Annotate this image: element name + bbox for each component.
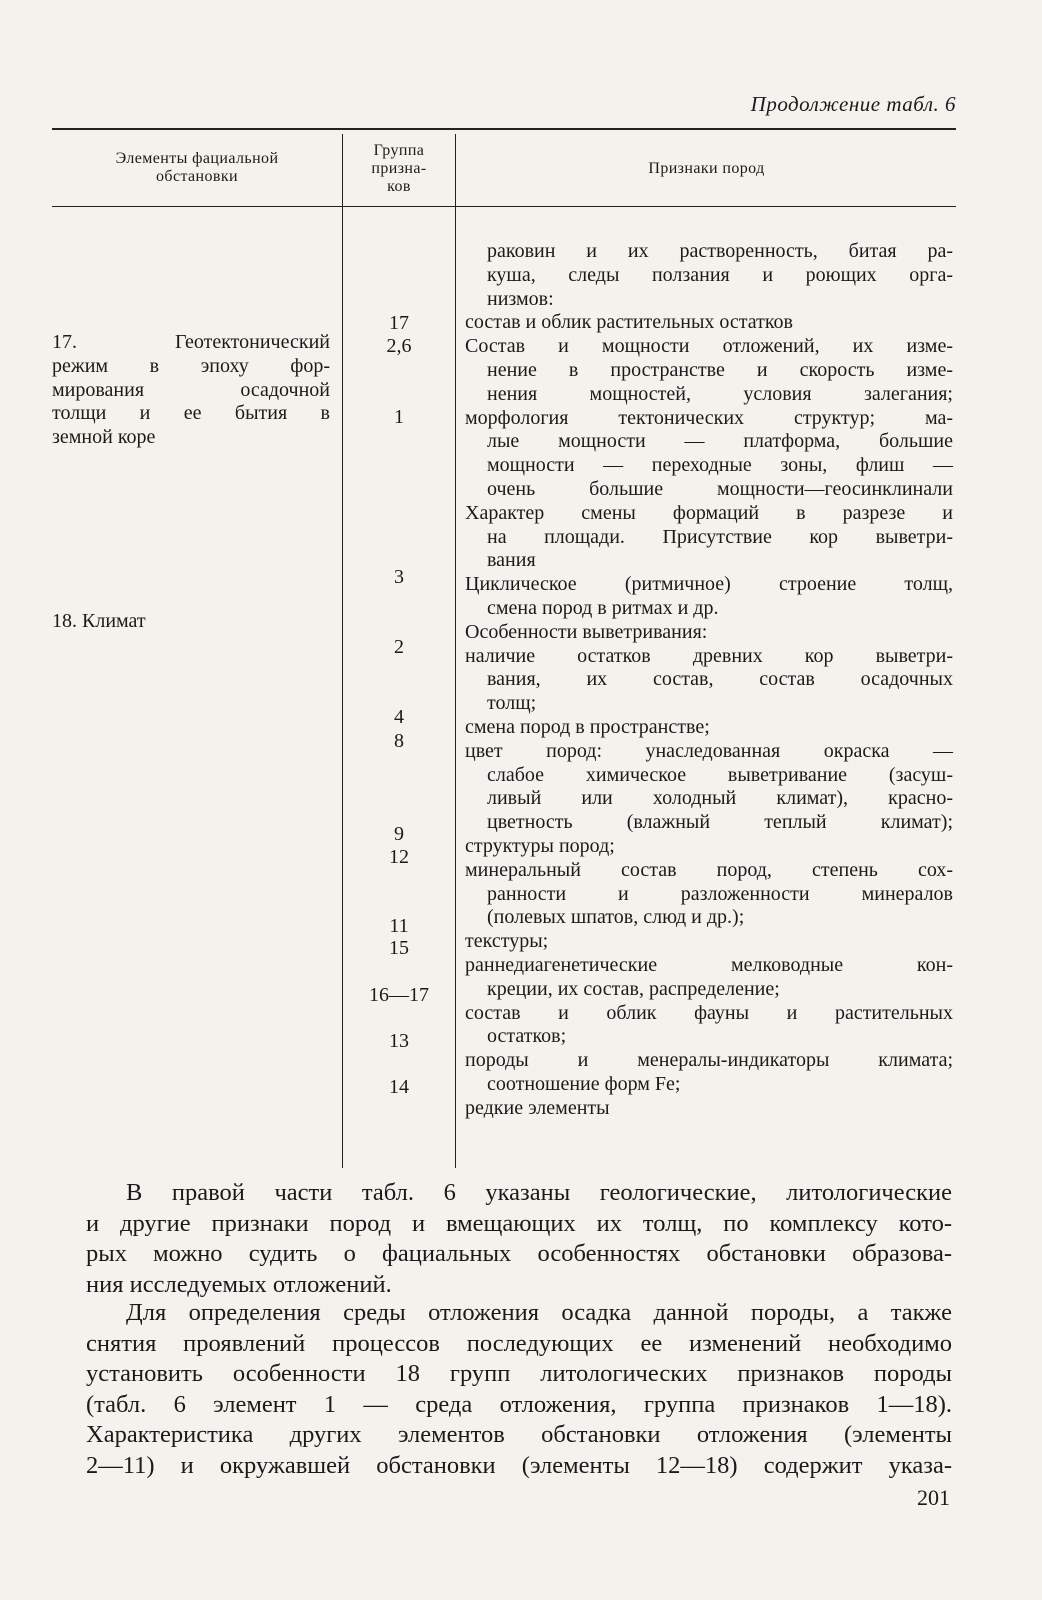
feature-line: мощности — переходные зоны, флиш — (487, 454, 953, 477)
table-caption: Продолжение табл. 6 (750, 92, 956, 116)
header-features: Признаки пород (648, 160, 765, 177)
element-17-line: земной коре (52, 426, 156, 449)
header-group (344, 142, 454, 196)
feature-line: цветность (влажный теплый климат); (487, 811, 953, 834)
element-17-line: мирования осадочной (52, 378, 330, 401)
header-elements (52, 150, 342, 186)
header-group-line: призна- (371, 160, 427, 177)
paragraph-line: ния исследуемых отложений. (86, 1270, 392, 1298)
group-number: 4 (394, 706, 404, 728)
group-number: 9 (394, 823, 404, 845)
feature-line: остатков; (487, 1025, 567, 1048)
header-group-line: ков (387, 178, 411, 195)
feature-line: вания (487, 549, 536, 572)
group-number: 12 (389, 846, 409, 868)
group-number: 14 (389, 1076, 409, 1098)
group-number: 2,6 (386, 335, 412, 357)
feature-line: соотношение форм Fe; (487, 1072, 681, 1095)
element-17-line: 17. Геотектонический (52, 331, 330, 353)
group-number: 16—17 (369, 984, 429, 1006)
feature-line: раковин и их растворенность, битая ра- (487, 240, 953, 262)
feature-line: редкие элементы (465, 1096, 610, 1119)
paragraph-line: Характеристика других элементов обстановки отложения (элементы (86, 1421, 952, 1449)
feature-line: состав и облик растительных остатков (465, 311, 793, 334)
feature-line: текстуры; (465, 930, 549, 953)
paragraph-line: снятия проявлений процессов последующих ее изменений необходимо (86, 1329, 952, 1357)
feature-line: смена пород в пространстве; (465, 715, 710, 738)
feature-line: минеральный состав пород, степень сох- (465, 858, 953, 881)
group-number: 3 (394, 566, 404, 588)
group-number: 1 (394, 406, 404, 428)
group-number: 8 (394, 730, 404, 752)
feature-line: на площади. Присутствие кор выветри- (487, 525, 953, 548)
paragraph-1 (86, 1178, 952, 1300)
feature-line: структуры пород; (465, 834, 615, 857)
feature-line: креции, их состав, распределение; (487, 977, 780, 1000)
feature-line: толщ; (487, 692, 537, 715)
group-number: 15 (389, 937, 409, 959)
feature-line: низмов: (487, 287, 554, 310)
facies-table (52, 126, 956, 1168)
feature-line: состав и облик фауны и растительных (465, 1001, 953, 1024)
element-17 (52, 331, 330, 450)
feature-line: куша, следы ползания и роющих орга- (487, 263, 953, 286)
feature-line: ранности и разложенности минералов (487, 882, 953, 905)
element-18-line: 18. Климат (52, 610, 146, 632)
paragraph-line: и другие признаки пород и вмещающих их толщ, по комплексу кото- (86, 1209, 952, 1237)
feature-line: смена пород в ритмах и др. (487, 596, 719, 619)
feature-line: Циклическое (ритмичное) строение толщ, (465, 573, 953, 596)
column-divider-2 (455, 134, 456, 1168)
feature-line: раннедиагенетические мелководные кон- (465, 953, 953, 976)
paragraph-line: рых можно судить о фациальных особенностях обстановки образова- (86, 1240, 952, 1268)
column-divider-1 (342, 134, 343, 1168)
element-17-line: толщи и ее бытия в (52, 402, 330, 425)
feature-line: Состав и мощности отложений, их изме- (465, 335, 953, 358)
feature-line: слабое химическое выветривание (засуш- (487, 763, 953, 786)
feature-line: породы и менералы-индикаторы климата; (465, 1049, 953, 1072)
feature-line: наличие остатков древних кор выветри- (465, 644, 953, 667)
feature-line: ливый или холодный климат), красно- (487, 787, 953, 810)
paragraph-2 (86, 1298, 952, 1482)
features-column (465, 240, 953, 1120)
feature-line: Особенности выветривания: (465, 620, 708, 643)
feature-line: (полевых шпатов, слюд и др.); (487, 906, 745, 929)
feature-line: вания, их состав, состав осадочных (487, 668, 953, 691)
group-number: 17 (389, 312, 409, 334)
feature-line: Характер смены формаций в разрезе и (465, 501, 953, 524)
feature-line: очень большие мощности—геосинклинали (487, 477, 953, 500)
element-17-line: режим в эпоху фор- (52, 354, 330, 377)
feature-line: цвет пород: унаследованная окраска — (465, 739, 953, 762)
page-number: 201 (917, 1485, 950, 1510)
table-top-rule (52, 128, 956, 130)
paragraph-line: установить особенности 18 групп литологических признаков породы (86, 1360, 952, 1388)
header-group-line: Группа (373, 142, 425, 159)
group-number: 2 (394, 636, 404, 658)
paragraph-line: (табл. 6 элемент 1 — среда отложения, группа признаков 1—18). (86, 1390, 952, 1418)
header-elements-line: обстановки (156, 168, 238, 185)
group-number: 13 (389, 1030, 409, 1052)
paragraph-line: Для определения среды отложения осадка данной породы, а также (126, 1299, 952, 1326)
paragraph-line: В правой части табл. 6 указаны геологические, литологические (126, 1179, 952, 1206)
feature-line: лые мощности — платформа, большие (487, 430, 953, 453)
paragraph-line: 2—11) и окружавшей обстановки (элементы 12—18) содержит указа- (86, 1451, 952, 1479)
group-number: 11 (389, 915, 409, 937)
header-elements-line: Элементы фациальной (115, 150, 279, 167)
feature-line: морфология тектонических структур; ма- (465, 406, 953, 429)
feature-line: нения мощностей, условия залегания; (487, 382, 953, 405)
feature-line: нение в пространстве и скорость изме- (487, 358, 953, 381)
table-header-rule (52, 206, 956, 207)
element-18 (52, 610, 330, 634)
